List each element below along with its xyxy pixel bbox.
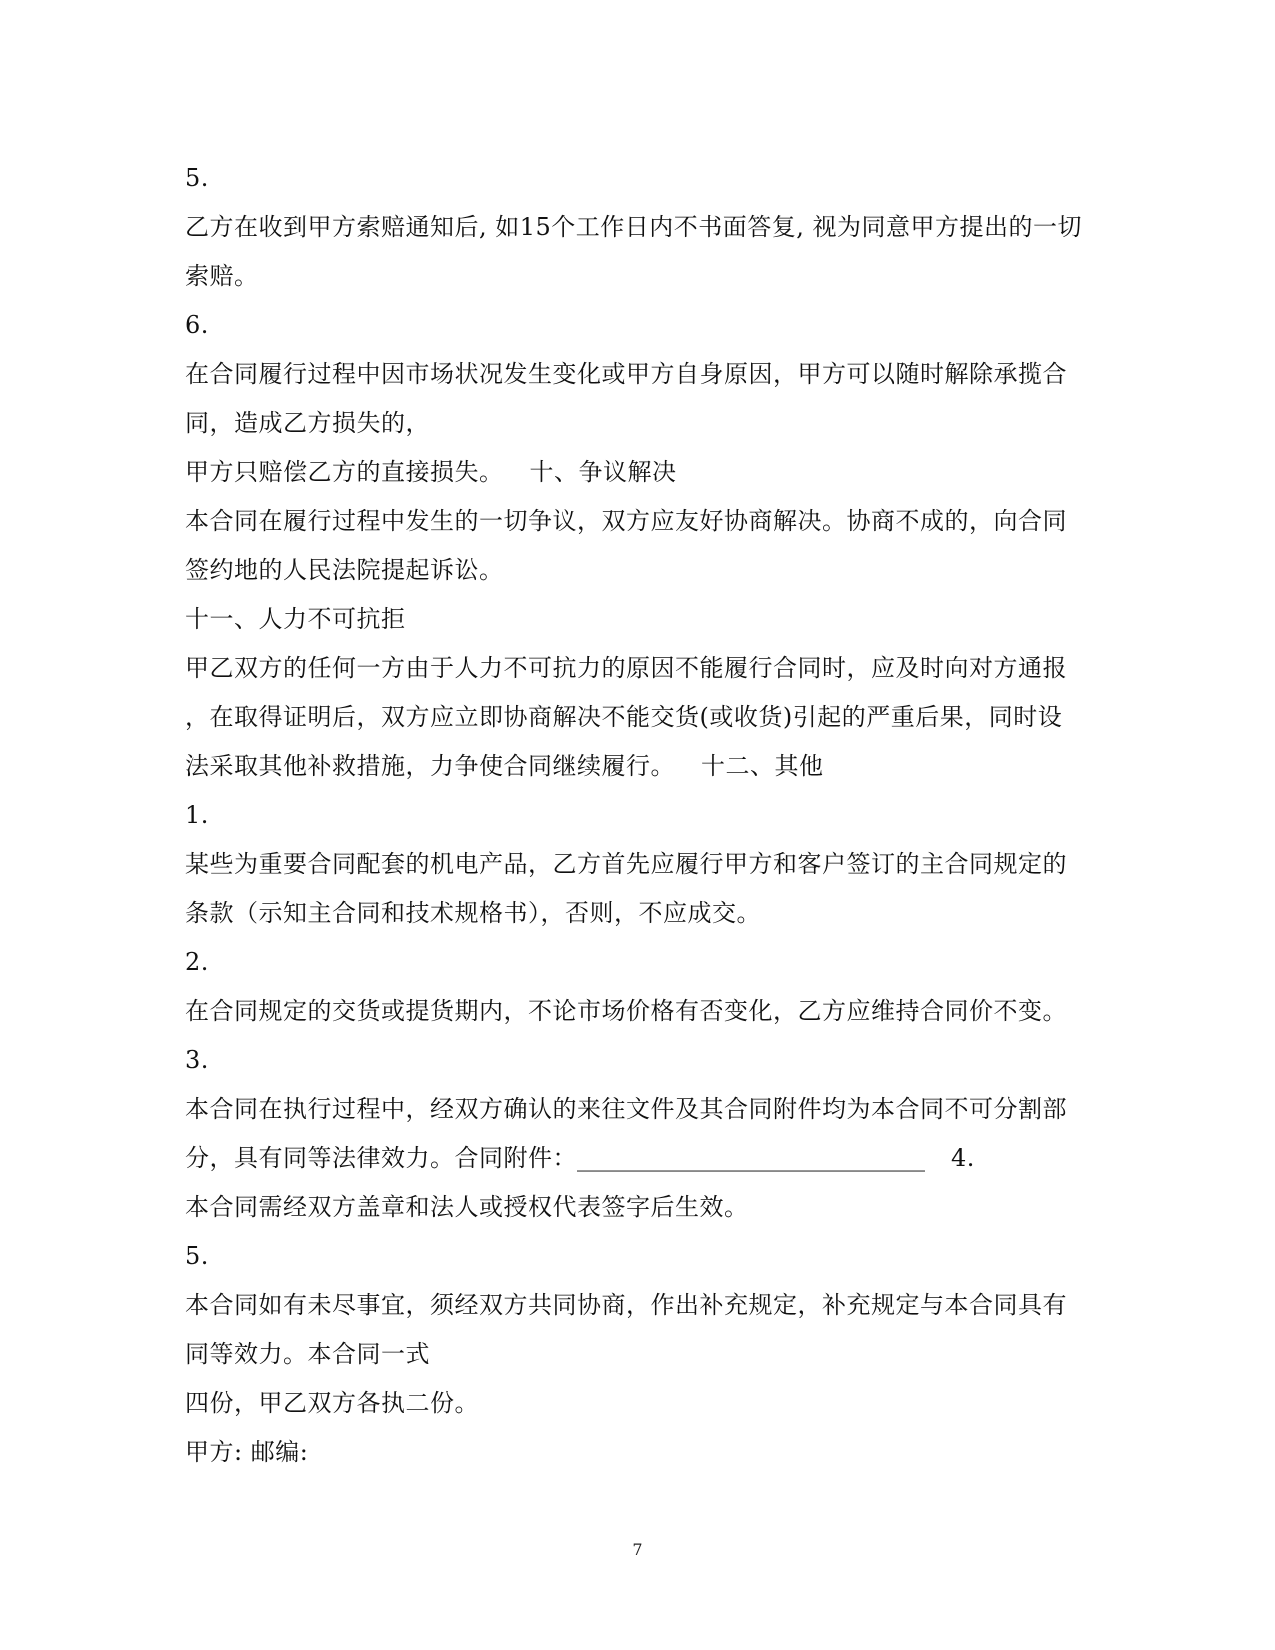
clause-number: 5. xyxy=(185,164,209,192)
clause-number: 3. xyxy=(185,1046,209,1074)
clause-number: 1. xyxy=(185,801,209,829)
text-line: 本合同在执行过程中，经双方确认的来往文件及其合同附件均为本合同不可分割部 xyxy=(185,1095,1067,1123)
text-line: 本合同如有未尽事宜，须经双方共同协商，作出补充规定，补充规定与本合同具有 xyxy=(185,1291,1067,1319)
text-line: 索赔。 xyxy=(185,262,259,290)
text-segment: 甲方只赔偿乙方的直接损失。 xyxy=(185,458,504,486)
section-heading-dispute-resolution: 十、争议解决 xyxy=(529,458,677,486)
clause-number: 5. xyxy=(185,1242,209,1270)
text-line-with-heading xyxy=(185,454,1085,503)
section-heading-force-majeure: 十一、人力不可抗拒 xyxy=(185,605,406,633)
text-line: 同，造成乙方损失的， xyxy=(185,409,430,437)
text-line: 签约地的人民法院提起诉讼。 xyxy=(185,556,504,584)
document-body xyxy=(185,160,1085,1483)
text-line-with-blank xyxy=(185,1140,1085,1189)
signature-field-line: 甲方: 邮编: xyxy=(185,1438,309,1466)
text-line-with-heading xyxy=(185,748,1085,797)
text-line: 在合同规定的交货或提货期内，不论市场价格有否变化，乙方应维持合同价不变。 xyxy=(185,997,1067,1025)
text-line: 四份，甲乙双方各执二份。 xyxy=(185,1389,479,1417)
text-segment: 法采取其他补救措施，力争使合同继续履行。 xyxy=(185,752,675,780)
text-line: 在合同履行过程中因市场状况发生变化或甲方自身原因，甲方可以随时解除承揽合 xyxy=(185,360,1067,388)
text-line: 同等效力。本合同一式 xyxy=(185,1340,430,1368)
clause-number: 4. xyxy=(951,1144,975,1172)
text-line: 某些为重要合同配套的机电产品，乙方首先应履行甲方和客户签订的主合同规定的 xyxy=(185,850,1067,878)
section-heading-other: 十二、其他 xyxy=(701,752,824,780)
text-line: 甲乙双方的任何一方由于人力不可抗力的原因不能履行合同时，应及时向对方通报 xyxy=(185,654,1067,682)
clause-number: 2. xyxy=(185,948,209,976)
text-line: ，在取得证明后，双方应立即协商解决不能交货(或收货)引起的严重后果，同时设 xyxy=(185,703,1063,731)
page-number: 7 xyxy=(632,1540,643,1559)
clause-number: 6. xyxy=(185,311,209,339)
text-line: 条款（示知主合同和技术规格书），否则，不应成交。 xyxy=(185,899,761,927)
text-segment: 分，具有同等法律效力。合同附件： xyxy=(185,1144,577,1172)
text-line: 本合同在履行过程中发生的一切争议，双方应友好协商解决。协商不成的，向合同 xyxy=(185,507,1067,535)
text-line: 本合同需经双方盖章和法人或授权代表签字后生效。 xyxy=(185,1193,749,1221)
text-line: 乙方在收到甲方索赔通知后, 如15个工作日内不书面答复, 视为同意甲方提出的一切 xyxy=(185,213,1083,241)
attachment-blank-line: _____________________________ xyxy=(577,1144,925,1172)
